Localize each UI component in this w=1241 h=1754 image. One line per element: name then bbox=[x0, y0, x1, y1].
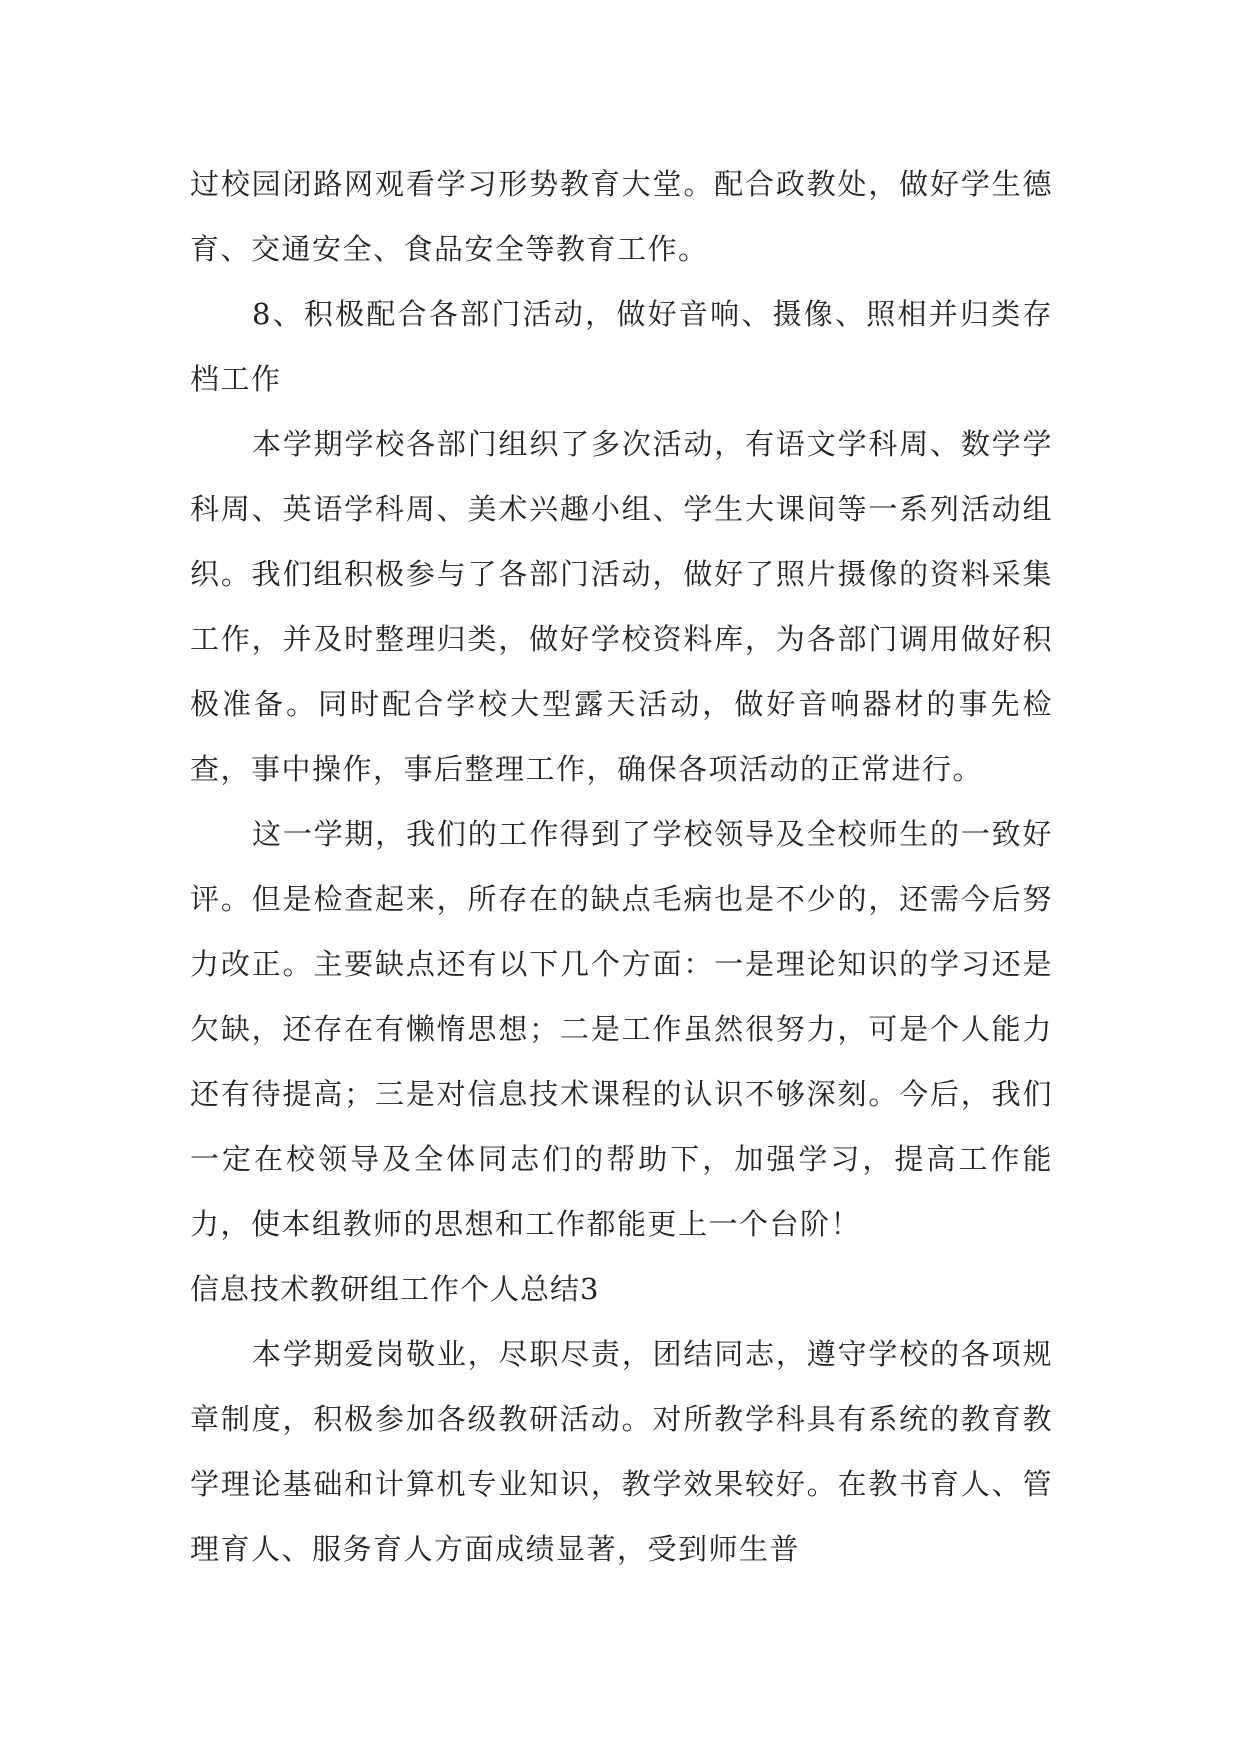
paragraph-shortcomings: 这一学期，我们的工作得到了学校领导及全校师生的一致好评。但是检查起来，所存在的缺点毛病也是不少的，还需今后努力改正。主要缺点还有以下几个方面：一是理论知识的学习还是欠缺，还存在有懒惰思想；二是工作虽然很努力，可是个人能力还有待提高；三是对信息技术课程的认识不够深刻。今后，我们一定在校领导及全体同志们的帮助下，加强学习，提高工作能力，使本组教师的思想和工作都能更上一个台阶！ bbox=[190, 817, 1053, 1241]
paragraph-item-8: 8、积极配合各部门活动，做好音响、摄像、照相并归类存档工作 bbox=[190, 297, 1053, 396]
document-body bbox=[190, 152, 1053, 1582]
paragraph-continuation: 过校园闭路网观看学习形势教育大堂。配合政教处，做好学生德育、交通安全、食品安全等教育工作。 bbox=[190, 167, 1053, 266]
paragraph-activities: 本学期学校各部门组织了多次活动，有语文学科周、数学学科周、英语学科周、美术兴趣小组、学生大课间等一系列活动组织。我们组积极参与了各部门活动，做好了照片摄像的资料采集工作，并及时整理归类，做好学校资料库，为各部门调用做好积极准备。同时配合学校大型露天活动，做好音响器材的事先检查，事中操作，事后整理工作，确保各项活动的正常进行。 bbox=[190, 427, 1053, 786]
paragraph-summary-3: 本学期爱岗敬业，尽职尽责，团结同志，遵守学校的各项规章制度，积极参加各级教研活动。对所教学科具有系统的教育教学理论基础和计算机专业知识，教学效果较好。在教书育人、管理育人、服务育人方面成绩显著，受到师生普 bbox=[190, 1337, 1053, 1566]
section-heading: 信息技术教研组工作个人总结3 bbox=[190, 1272, 600, 1306]
